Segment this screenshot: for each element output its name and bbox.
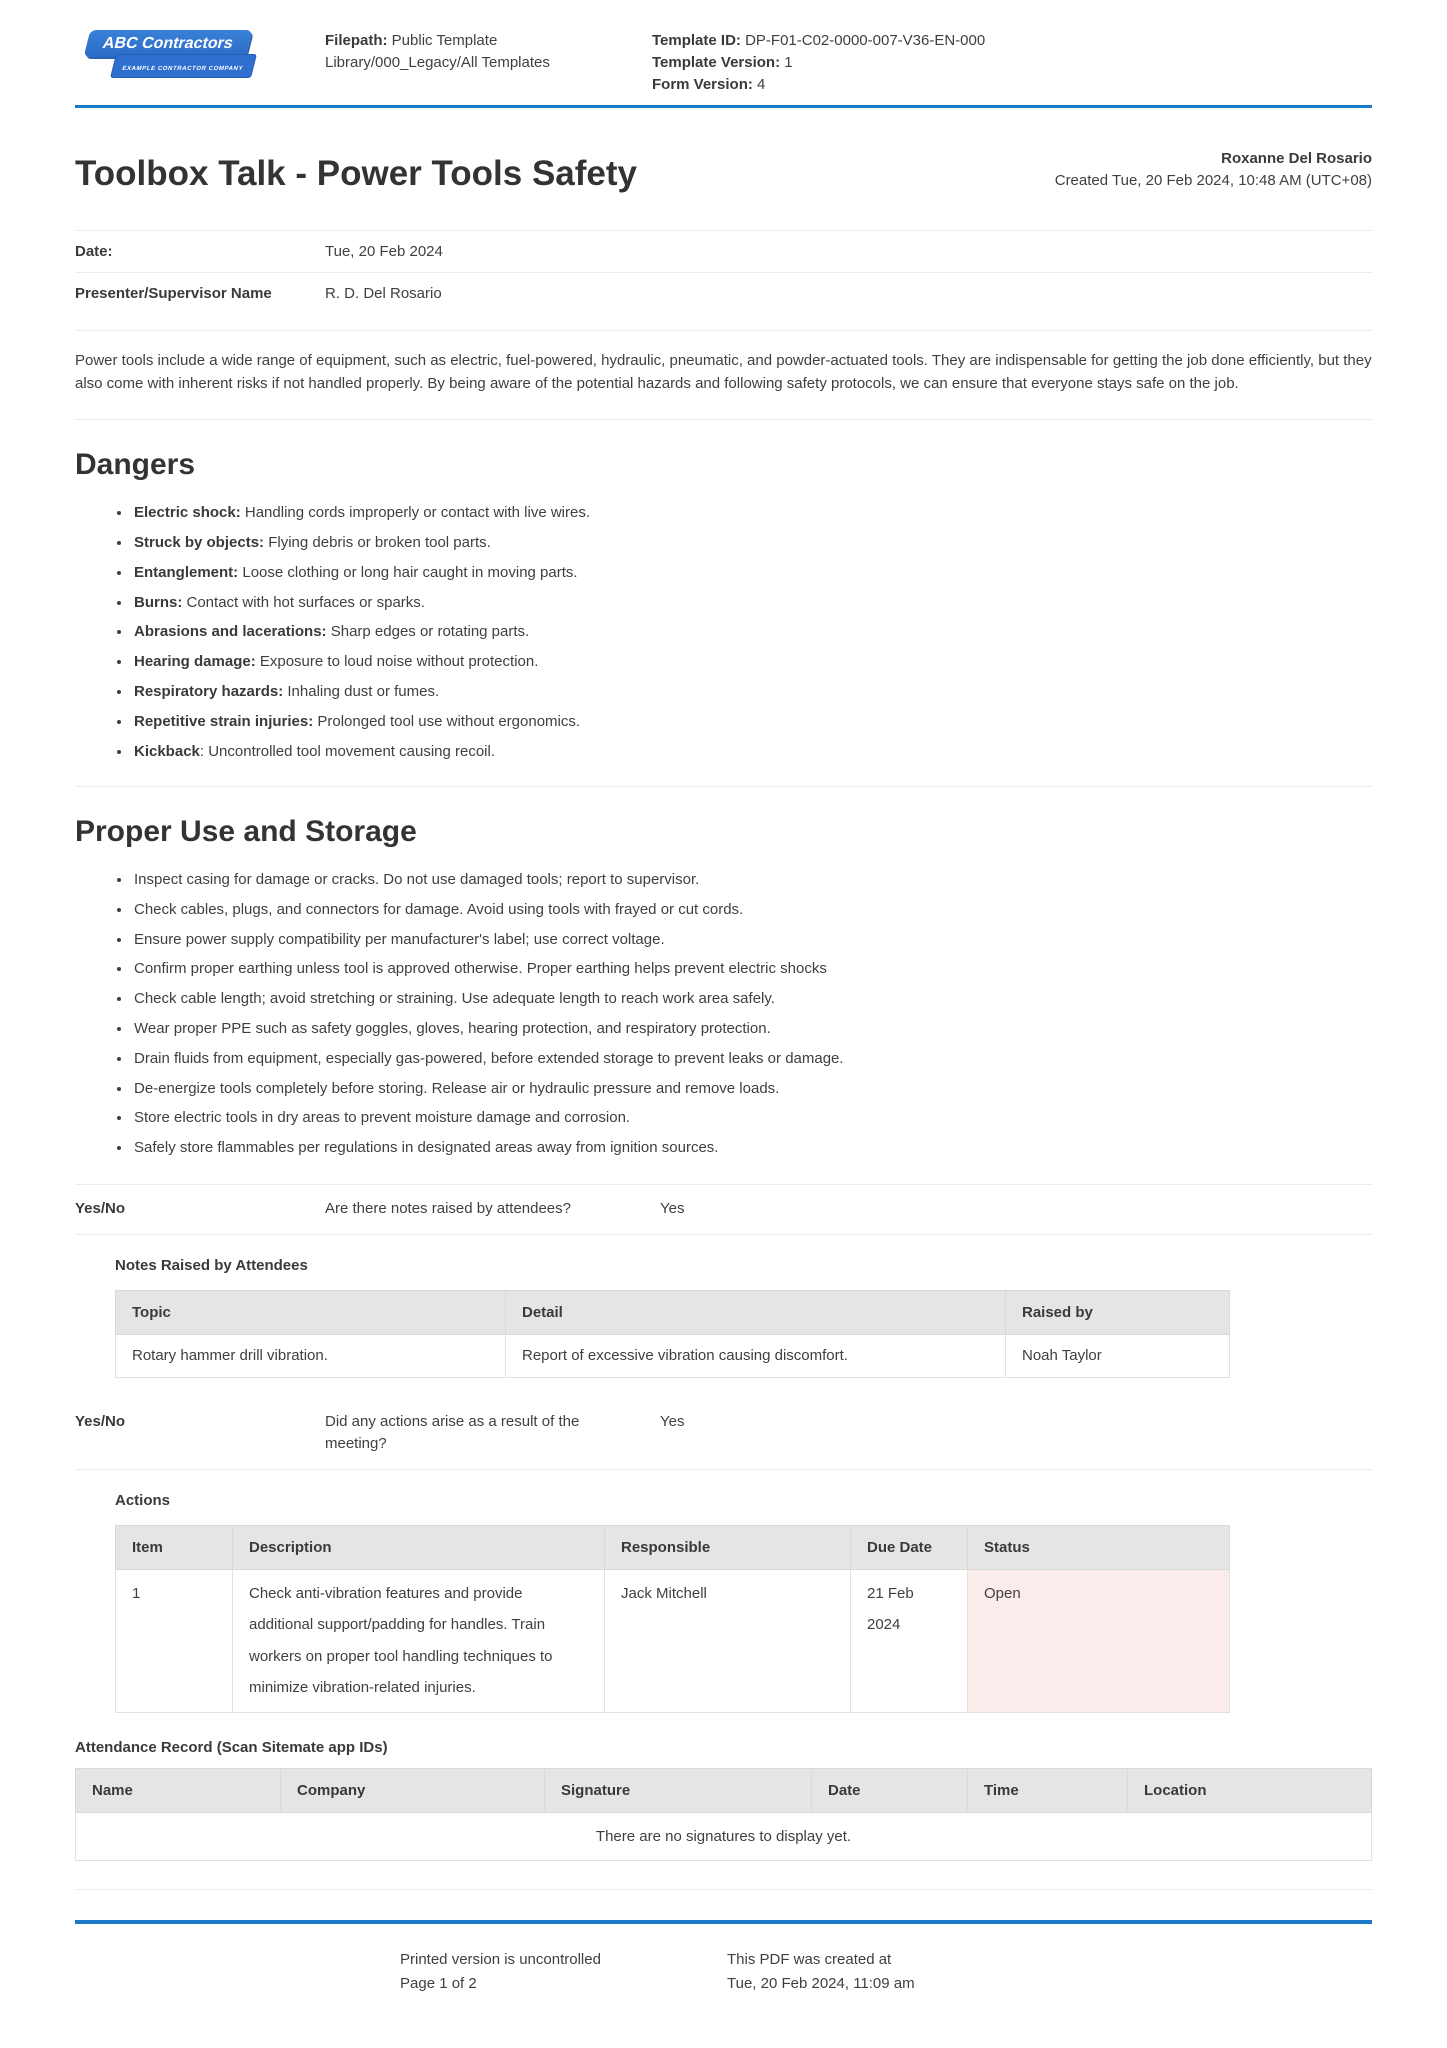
logo-area	[75, 30, 325, 95]
danger-text: Contact with hot surfaces or sparks.	[182, 593, 425, 611]
table-row	[116, 1334, 1230, 1377]
company-logo-subbanner	[110, 54, 257, 78]
filepath-label: Filepath:	[325, 32, 388, 49]
header-divider	[75, 105, 1372, 108]
list-item	[132, 502, 1372, 523]
notes-table-wrap	[115, 1290, 1372, 1378]
danger-lead: Struck by objects:	[134, 534, 265, 552]
table-header-row	[116, 1290, 1230, 1334]
table-row	[76, 1812, 1372, 1860]
note-topic: Rotary hammer drill vibration.	[116, 1334, 506, 1377]
company-logo-title: ABC Contractors	[100, 35, 235, 52]
template-version-row	[652, 52, 1372, 74]
form-version-label: Form Version:	[652, 75, 753, 93]
danger-text: Loose clothing or long hair caught in moving parts.	[238, 563, 578, 581]
page-title: Toolbox Talk - Power Tools Safety	[75, 153, 638, 193]
yesno-label: Yes/No	[75, 1200, 126, 1218]
list-item: • Ensure power supply compatibility per manufacturer's label; use correct voltage.	[132, 929, 1372, 950]
attendance-col-company: Company	[281, 1768, 545, 1812]
footer-created-label: This PDF was created at	[727, 1950, 892, 1968]
note-detail: Report of excessive vibration causing discomfort.	[506, 1334, 1006, 1377]
filepath-block	[325, 30, 652, 95]
list-item	[132, 532, 1372, 553]
attendance-col-date: Date	[812, 1768, 968, 1812]
list-item	[132, 681, 1372, 702]
list-item	[132, 651, 1372, 672]
list-item: • Check cable length; avoid stretching or straining. Use adequate length to reach work area safely.	[132, 988, 1372, 1009]
yesno-question: Are there notes raised by attendees?	[325, 1200, 571, 1218]
danger-text: : Uncontrolled tool movement causing recoil.	[199, 742, 496, 760]
table-header-row	[76, 1768, 1372, 1812]
footer-created-timestamp: Tue, 20 Feb 2024, 11:09 am	[727, 1974, 915, 1992]
notes-col-topic: Topic	[116, 1290, 506, 1334]
actions-table	[115, 1525, 1230, 1713]
notes-table	[115, 1290, 1230, 1378]
title-row	[75, 148, 1372, 194]
action-status-badge: Open	[968, 1569, 1230, 1712]
proper-use-heading: Proper Use and Storage	[75, 814, 417, 848]
section-divider	[75, 1889, 1372, 1890]
list-item: • Store electric tools in dry areas to prevent moisture damage and corrosion.	[132, 1107, 1372, 1128]
section-divider	[75, 786, 1372, 787]
created-timestamp: Created Tue, 20 Feb 2024, 10:48 AM (UTC+08)	[1054, 172, 1372, 189]
list-item: • Wear proper PPE such as safety goggles, gloves, hearing protection, and respiratory protection.	[132, 1018, 1372, 1039]
company-logo-banner	[84, 30, 253, 57]
list-item	[132, 621, 1372, 642]
list-item: • Drain fluids from equipment, especially gas-powered, before extended storage to prevent leaks or damage.	[132, 1048, 1372, 1069]
list-item: • Safely store flammables per regulations in designated areas away from ignition sources.	[132, 1137, 1372, 1158]
danger-text: Flying debris or broken tool parts.	[264, 534, 491, 552]
section-divider	[75, 419, 1372, 420]
page-header	[75, 0, 1372, 95]
attendance-col-name: Name	[76, 1768, 281, 1812]
danger-lead: Burns:	[134, 593, 183, 611]
list-item	[132, 711, 1372, 732]
template-version-label: Template Version:	[652, 53, 781, 71]
danger-lead: Entanglement:	[134, 563, 239, 581]
action-responsible: Jack Mitchell	[605, 1569, 851, 1712]
footer-divider	[75, 1920, 1372, 1924]
actions-col-due-date: Due Date	[851, 1525, 968, 1569]
created-author: Roxanne Del Rosario	[1221, 150, 1372, 168]
actions-col-responsible: Responsible	[605, 1525, 851, 1569]
attendance-col-location: Location	[1128, 1768, 1372, 1812]
dangers-list	[75, 502, 1372, 762]
template-id-label: Template ID:	[652, 32, 741, 49]
action-due-date: 21 Feb 2024	[851, 1569, 968, 1712]
proper-use-list	[75, 869, 1372, 1158]
danger-lead: Repetitive strain injuries:	[134, 712, 314, 730]
dangers-heading: Dangers	[75, 448, 196, 482]
danger-text: Prolonged tool use without ergonomics.	[313, 712, 581, 730]
danger-lead: Respiratory hazards:	[134, 683, 284, 701]
yesno-row-actions	[75, 1398, 1372, 1470]
footer-spacer	[75, 1948, 400, 1996]
template-id-row	[652, 30, 1372, 52]
notes-heading: Notes Raised by Attendees	[115, 1256, 308, 1274]
list-item: • Confirm proper earthing unless tool is approved otherwise. Proper earthing helps prevent electric shocks	[132, 958, 1372, 979]
actions-col-status: Status	[968, 1525, 1230, 1569]
yesno-label: Yes/No	[75, 1412, 126, 1430]
form-version-value: 4	[757, 75, 766, 93]
page-footer	[75, 1948, 1372, 1996]
meta-table	[75, 230, 1372, 331]
notes-col-raised-by: Raised by	[1006, 1290, 1230, 1334]
list-item	[132, 592, 1372, 613]
footer-left-block	[400, 1948, 727, 1996]
danger-lead: Hearing damage:	[134, 653, 256, 671]
attendance-empty-message: There are no signatures to display yet.	[76, 1812, 1372, 1860]
danger-text: Exposure to loud noise without protection.	[255, 653, 539, 671]
action-item-number: 1	[116, 1569, 233, 1712]
meta-row-date	[75, 231, 1372, 273]
company-logo-subtitle: EXAMPLE CONTRACTOR COMPANY	[121, 66, 244, 72]
danger-lead: Abrasions and lacerations:	[134, 623, 327, 641]
template-info-block	[652, 30, 1372, 95]
presenter-value: R. D. Del Rosario	[325, 284, 442, 302]
yesno-row-notes	[75, 1184, 1372, 1235]
yesno-question: Did any actions arise as a result of the meeting?	[325, 1412, 580, 1453]
list-item	[132, 562, 1372, 583]
attendance-col-signature: Signature	[545, 1768, 812, 1812]
actions-col-item: Item	[116, 1525, 233, 1569]
attendance-heading: Attendance Record (Scan Sitemate app IDs)	[75, 1738, 388, 1756]
created-block	[1055, 148, 1372, 194]
intro-paragraph: Power tools include a wide range of equipment, such as electric, fuel-powered, hydraulic, pneumatic, and powder-actuated tools. They are indispensable for getting the job done efficiently, but they also come with inherent risks if not handled properly. By being aware of the potential hazards and following safety protocols, we can ensure that everyone stays safe on the job.	[75, 351, 1372, 392]
attendance-table	[75, 1768, 1372, 1861]
list-item	[132, 741, 1372, 762]
company-logo	[87, 30, 254, 78]
danger-lead: Electric shock:	[134, 504, 241, 522]
danger-lead: Kickback	[134, 742, 200, 760]
yesno-answer: Yes	[660, 1412, 685, 1430]
list-item: • Check cables, plugs, and connectors for damage. Avoid using tools with frayed or cut cords.	[132, 899, 1372, 920]
footer-uncontrolled-note: Printed version is uncontrolled	[400, 1950, 601, 1968]
danger-text: Inhaling dust or fumes.	[283, 683, 440, 701]
actions-heading: Actions	[115, 1491, 171, 1509]
attendance-col-time: Time	[968, 1768, 1128, 1812]
danger-text: Handling cords improperly or contact with live wires.	[240, 504, 591, 522]
action-description: Check anti-vibration features and provide additional support/padding for handles. Train workers on proper tool handling techniques to minimize vibration-related injuries.	[233, 1569, 605, 1712]
presenter-label: Presenter/Supervisor Name	[75, 284, 272, 302]
table-row	[116, 1569, 1230, 1712]
actions-table-wrap	[115, 1525, 1372, 1713]
footer-page-number: Page 1 of 2	[400, 1974, 477, 1992]
list-item: • De-energize tools completely before storing. Release air or hydraulic pressure and remove loads.	[132, 1078, 1372, 1099]
filepath-value: Public Template Library/000_Legacy/All Templates	[325, 32, 550, 71]
date-value: Tue, 20 Feb 2024	[325, 242, 443, 260]
footer-right-block	[727, 1948, 1372, 1996]
date-label: Date:	[75, 242, 113, 260]
yesno-answer: Yes	[660, 1200, 685, 1218]
form-version-row	[652, 74, 1372, 96]
actions-col-description: Description	[233, 1525, 605, 1569]
notes-col-detail: Detail	[506, 1290, 1006, 1334]
table-header-row	[116, 1525, 1230, 1569]
list-item: • Inspect casing for damage or cracks. Do not use damaged tools; report to supervisor.	[132, 869, 1372, 890]
danger-text: Sharp edges or rotating parts.	[326, 623, 530, 641]
template-id-value: DP-F01-C02-0000-007-V36-EN-000	[745, 32, 986, 49]
note-raised-by: Noah Taylor	[1006, 1334, 1230, 1377]
template-version-value: 1	[784, 53, 793, 71]
meta-row-presenter	[75, 273, 1372, 331]
